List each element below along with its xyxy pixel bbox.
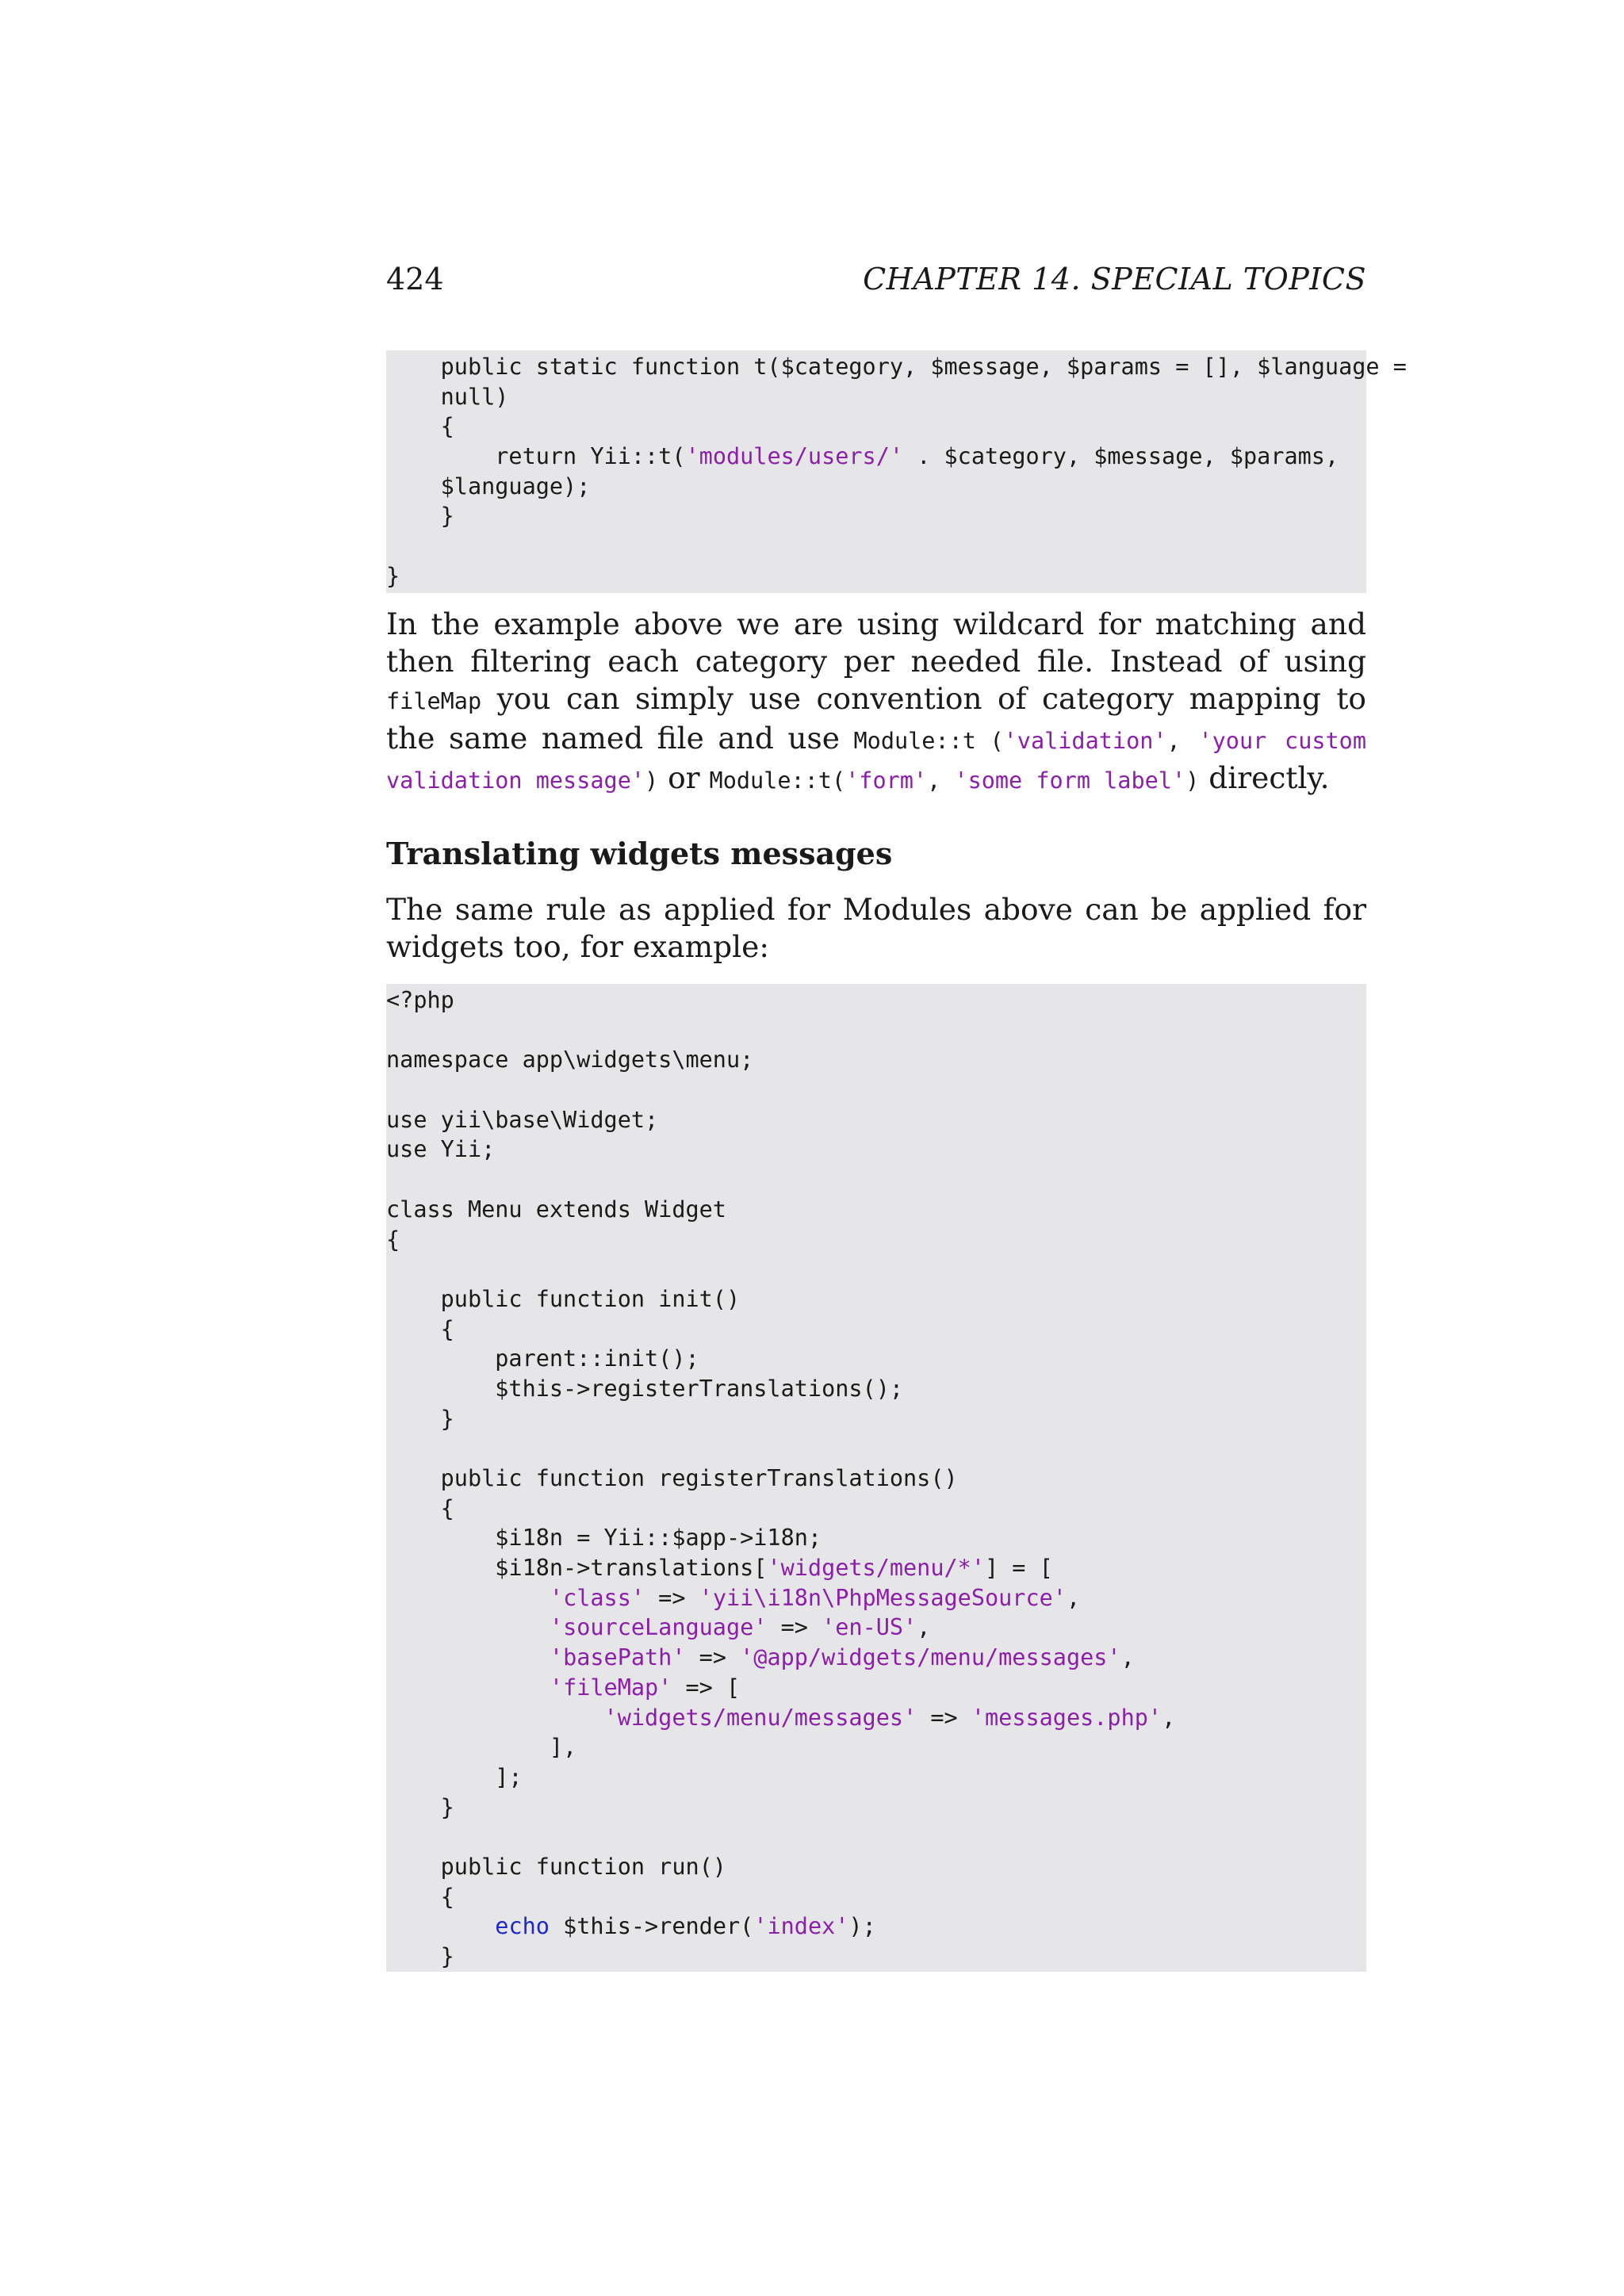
code-text	[386, 1614, 550, 1640]
code-line	[386, 1075, 1366, 1105]
code-line	[386, 561, 1366, 591]
code-text: ,	[917, 1614, 931, 1641]
inline-code: )	[1185, 767, 1200, 794]
inline-code: 'form'	[845, 767, 928, 794]
code-line	[386, 1673, 1366, 1703]
code-line	[386, 1225, 1366, 1255]
code-text: ,	[1120, 1644, 1135, 1671]
code-line	[386, 1464, 1366, 1494]
code-string: 'en-US'	[822, 1614, 917, 1641]
paragraph-text: In the example above we are using wildcard for matching and then filtering each category per needed file. Instead of using	[386, 607, 1366, 679]
code-text: <?php	[386, 987, 454, 1013]
code-line	[386, 1314, 1366, 1345]
code-line	[386, 1254, 1366, 1284]
code-text: public function init()	[386, 1285, 741, 1312]
code-line	[386, 1942, 1366, 1972]
code-text: }	[386, 1943, 454, 1969]
code-line	[386, 1344, 1366, 1374]
code-text: =>	[645, 1584, 699, 1611]
code-line	[386, 1911, 1366, 1942]
code-text: $i18n->translations[	[386, 1555, 768, 1582]
code-text: public function registerTranslations()	[386, 1465, 958, 1491]
code-line	[386, 411, 1366, 442]
code-line	[386, 382, 1366, 412]
code-string: 'widgets/menu/*'	[767, 1555, 985, 1582]
code-line	[386, 1583, 1366, 1613]
code-line	[386, 1732, 1366, 1762]
code-text: }	[386, 562, 400, 589]
code-string: 'widgets/menu/messages'	[603, 1704, 917, 1731]
code-line	[386, 1553, 1366, 1583]
code-text: $i18n = Yii::$app->i18n;	[386, 1525, 822, 1552]
code-block-menu-widget	[386, 984, 1366, 1972]
code-text: use yii\base\Widget;	[386, 1106, 659, 1133]
inline-code: ,	[927, 767, 955, 794]
code-line	[386, 472, 1366, 502]
code-block-module-t	[386, 350, 1407, 593]
code-line	[386, 1882, 1366, 1912]
code-line	[386, 1165, 1366, 1195]
paragraph-text: directly.	[1199, 760, 1330, 795]
code-text: {	[386, 1226, 400, 1253]
code-text: null)	[386, 383, 509, 410]
code-text: ,	[1162, 1704, 1176, 1731]
page-number: 424	[386, 262, 444, 297]
code-line	[386, 1613, 1366, 1643]
inline-code: Module::t(	[709, 767, 846, 794]
code-line	[386, 1195, 1366, 1225]
code-text: public function run()	[386, 1853, 726, 1880]
code-line	[386, 1523, 1366, 1553]
paragraph-text	[976, 721, 990, 756]
code-line	[386, 1494, 1366, 1524]
code-string: 'messages.php'	[971, 1704, 1162, 1731]
code-line	[386, 1105, 1366, 1135]
code-text	[386, 1705, 604, 1731]
code-text	[386, 1585, 550, 1611]
code-text: {	[386, 1883, 454, 1910]
code-text	[386, 1644, 550, 1670]
code-text: namespace app\widgets\menu;	[386, 1047, 754, 1073]
code-line	[386, 1762, 1366, 1793]
paragraph-text: The same rule as applied for Modules above can be applied for widgets too, for example:	[386, 892, 1366, 964]
code-text: public static function t($category, $message, $params = [], $language =	[386, 354, 1407, 380]
code-line	[386, 1284, 1366, 1314]
code-text: }	[386, 1793, 454, 1820]
code-text: . $category, $message, $params,	[903, 443, 1339, 470]
paragraph-widgets-intro	[386, 891, 1366, 966]
code-line	[386, 1822, 1366, 1852]
inline-code: 'validation'	[1003, 728, 1167, 754]
code-line	[386, 501, 1366, 531]
code-text: class Menu extends Widget	[386, 1196, 726, 1223]
code-text: }	[386, 503, 454, 530]
code-text	[386, 1674, 550, 1701]
code-text	[386, 1913, 495, 1939]
inline-code: Module::t	[853, 728, 976, 754]
code-text: {	[386, 1315, 454, 1342]
code-text: {	[386, 1494, 454, 1521]
code-text: =>	[917, 1704, 971, 1731]
code-line	[386, 1374, 1366, 1404]
code-keyword: echo	[495, 1913, 550, 1940]
code-text: use Yii;	[386, 1136, 496, 1163]
code-line	[386, 1793, 1366, 1823]
code-string: 'index'	[753, 1913, 849, 1940]
paragraph-text: or	[658, 760, 710, 795]
running-head: CHAPTER 14. SPECIAL TOPICS	[863, 262, 1366, 297]
code-text: }	[386, 1405, 454, 1432]
code-line	[386, 531, 1366, 561]
code-text: =>	[685, 1644, 741, 1671]
code-string: 'fileMap'	[549, 1674, 672, 1701]
code-text: => [	[672, 1674, 741, 1701]
code-string: 'yii\i18n\PhpMessageSource'	[699, 1584, 1067, 1611]
code-text: parent::init();	[386, 1345, 699, 1372]
paragraph-text: you can simply use convention of category mapping to the same named file and use	[386, 681, 1366, 756]
code-string: 'modules/users/'	[685, 443, 904, 470]
code-line	[386, 442, 1366, 472]
code-string: '@app/widgets/menu/messages'	[740, 1644, 1121, 1671]
code-text: ,	[1066, 1584, 1081, 1611]
inline-code: fileMap	[386, 688, 482, 714]
paragraph-wildcard-explanation	[386, 606, 1366, 799]
code-line	[386, 1852, 1366, 1882]
code-string: 'sourceLanguage'	[549, 1614, 768, 1641]
inline-code: 'your custom validation message'	[386, 728, 1366, 794]
inline-code: ,	[1166, 728, 1199, 754]
code-text: =>	[767, 1614, 822, 1641]
code-line	[386, 985, 1366, 1016]
code-line	[386, 1135, 1366, 1165]
code-line	[386, 1433, 1366, 1464]
section-heading: Translating widgets messages	[386, 836, 893, 871]
code-line	[386, 1703, 1366, 1733]
code-line	[386, 352, 1407, 382]
code-line	[386, 1404, 1366, 1434]
code-text: {	[386, 413, 454, 440]
code-text: ] = [	[984, 1555, 1053, 1582]
code-string: 'class'	[549, 1584, 645, 1611]
code-text: return Yii::t(	[386, 443, 686, 470]
code-string: 'basePath'	[549, 1644, 686, 1671]
inline-code: (	[990, 728, 1004, 754]
code-text: $this->render(	[549, 1913, 754, 1940]
code-text: ],	[386, 1734, 577, 1761]
code-text: ];	[386, 1763, 523, 1790]
code-text: $language);	[386, 473, 591, 499]
code-line	[386, 1045, 1366, 1075]
inline-code: 'some form label'	[954, 767, 1186, 794]
inline-code: )	[645, 767, 659, 794]
code-text: $this->registerTranslations();	[386, 1375, 904, 1402]
code-line	[386, 1016, 1366, 1046]
code-line	[386, 1643, 1366, 1673]
code-text: );	[848, 1913, 876, 1940]
